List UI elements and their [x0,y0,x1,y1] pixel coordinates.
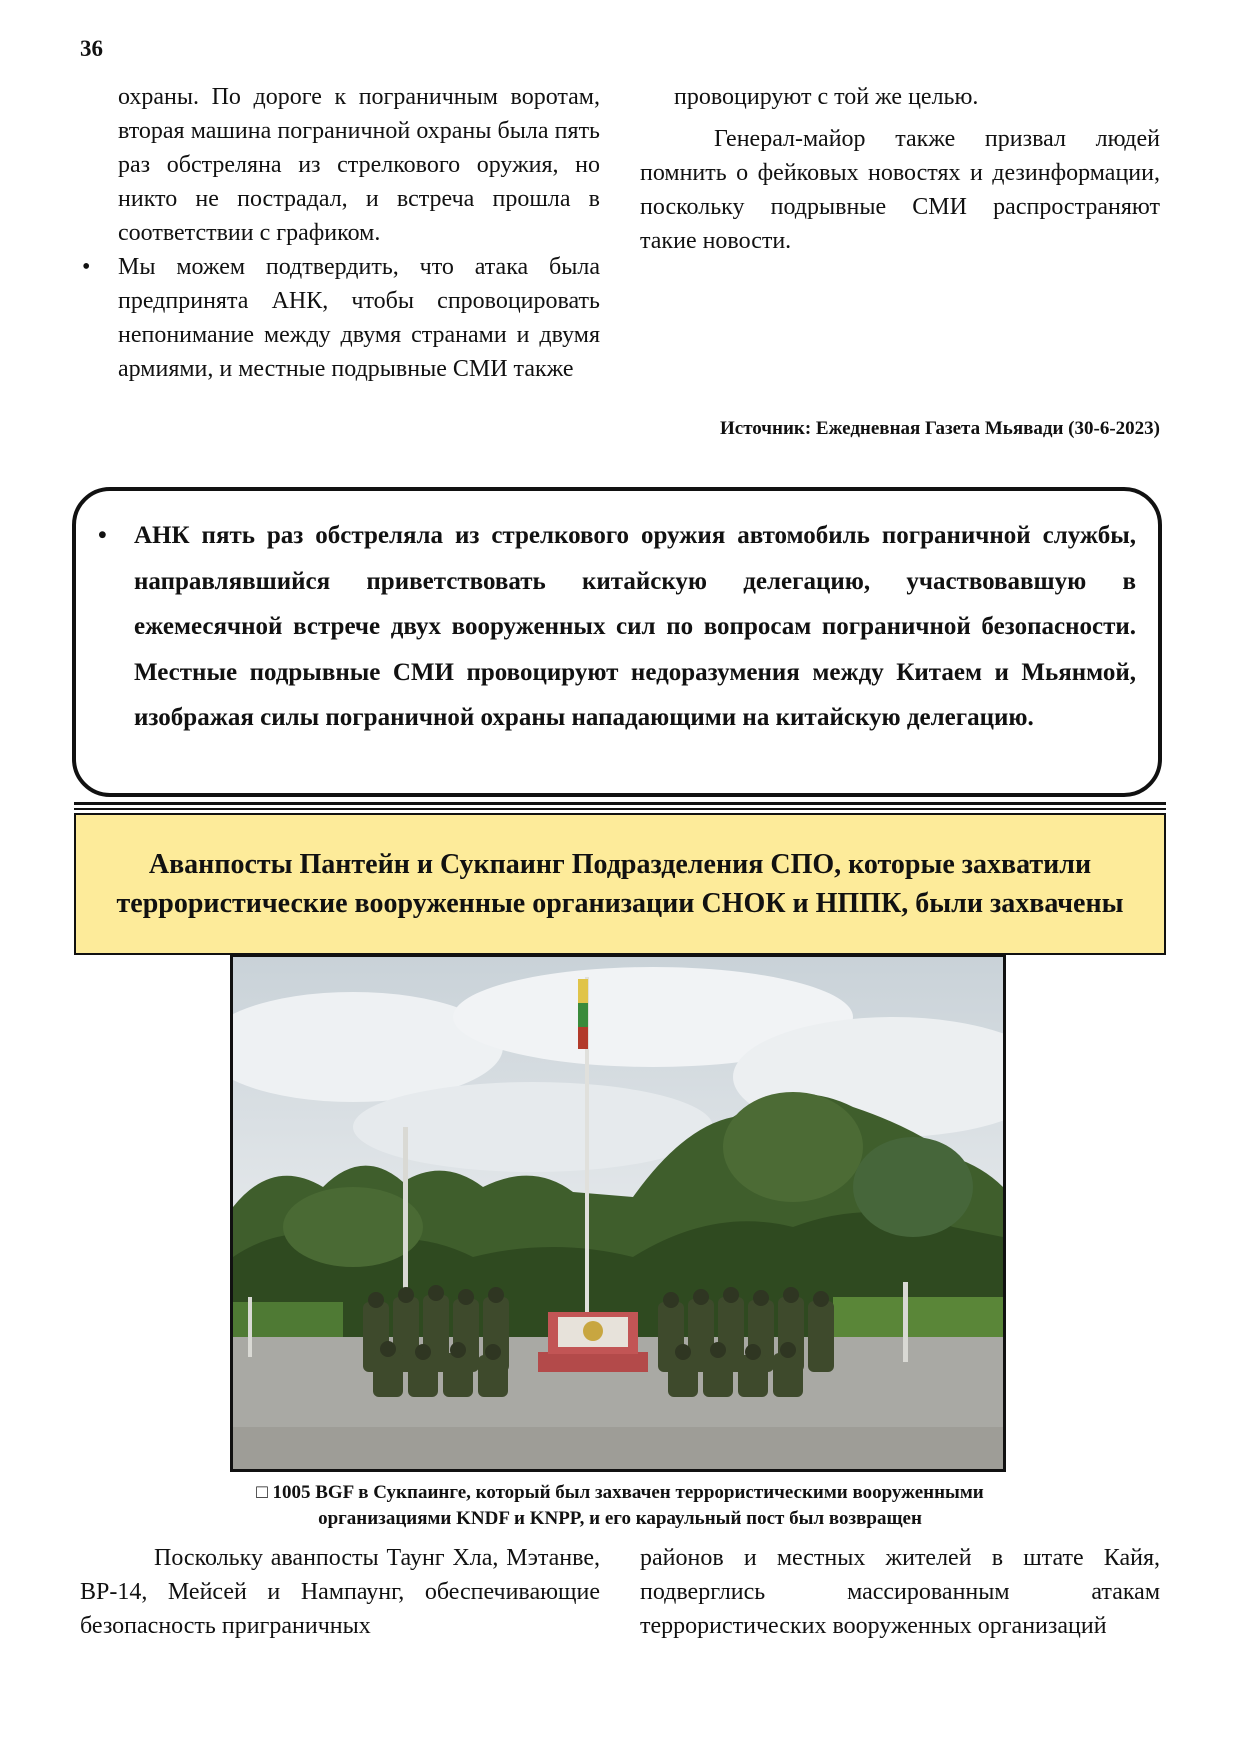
divider-top [74,802,1166,805]
left-column-top [80,80,600,386]
section-heading-banner [74,813,1166,955]
photo-caption [140,1480,1100,1532]
callout-box [72,487,1162,797]
bottom-right-paragraph: районов и местных жителей в штате Кайя, подверглись массированным атакам террористических вооруженных организаций [640,1545,1160,1639]
right-continuation-paragraph: провоцируют с той же целью. [674,84,979,110]
left-bullet-paragraph: • Мы можем подтвердить, что атака была предпринята АНК, чтобы спровоцировать непонимание между двумя странами и двумя армиями, и местные подрывные СМИ также [80,250,600,386]
bottom-left-paragraph: Поскольку аванпосты Таунг Хла, Мэтанве, BP-14, Мейсей и Нампаунг, обеспечивающие безопасность приграничных [80,1545,600,1639]
divider-bottom [74,808,1166,810]
right-column-bottom [640,1541,1160,1643]
left-continuation-paragraph: охраны. По дороге к пограничным воротам, вторая машина пограничной охраны была пять раз обстреляна из стрелкового оружия, но никто не пострадал, и встреча прошла в соответствии с графиком. [118,84,600,246]
callout-text: • АНК пять раз обстреляла из стрелкового оружия автомобиль пограничной службы, направлявшийся приветствовать китайскую делегацию, участвовавшую в ежемесячной встрече двух вооруженных сил по вопросам пограничной безопасности. Местные подрывные СМИ провоцируют недоразумения между Китаем и Мьянмой, изображая силы пограничной охраны нападающими на китайскую делегацию. [134,513,1136,741]
source-credit: Источник: Ежедневная Газета Мьявади (30-6-2023) [720,418,1160,439]
photo-caption-line-1: □ 1005 BGF в Сукпаинге, который был захвачен террористическими вооруженными [256,1482,984,1503]
outpost-photo [230,954,1006,1472]
right-column-top [640,80,1160,258]
section-heading: Аванпосты Пантейн и Сукпаинг Подразделения СПО, которые захватили террористические вооруженные организации СНОК и НППК, были захвачены [116,849,1124,919]
photo-caption-line-2: организациями KNDF и KNPP, и его караульный пост был возвращен [318,1508,922,1529]
right-paragraph: Генерал-майор также призвал людей помнить о фейковых новостях и дезинформации, поскольку подрывные СМИ распространяют такие новости. [640,126,1160,254]
left-column-bottom [80,1541,600,1643]
page-number: 36 [80,36,103,61]
